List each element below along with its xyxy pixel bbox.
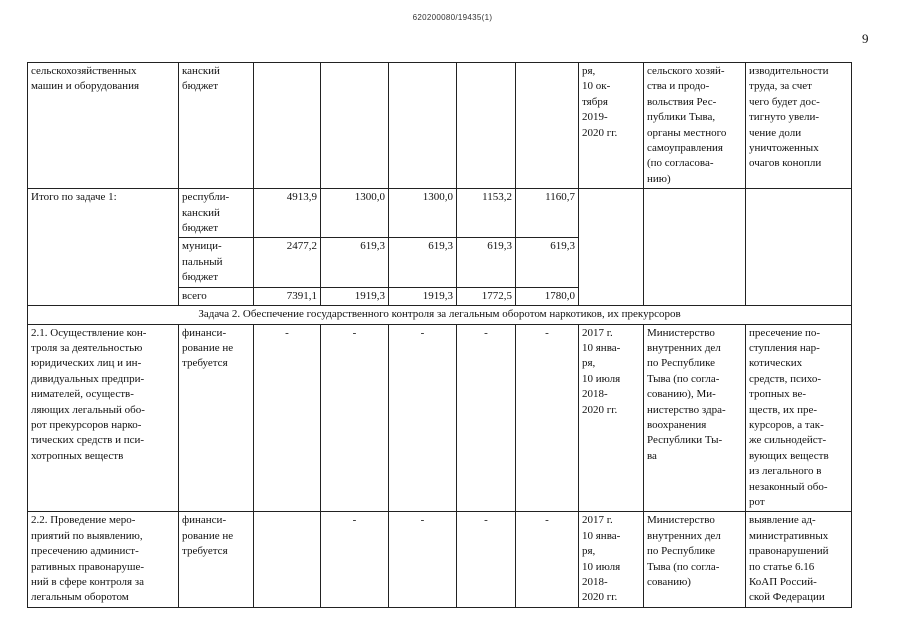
funding-source: муници- пальный бюджет	[179, 238, 254, 287]
amount-cell: -	[516, 324, 579, 512]
amount-cell	[321, 63, 389, 189]
amount-cell	[254, 63, 321, 189]
amount-cell: -	[457, 324, 516, 512]
amount-cell: 1300,0	[321, 189, 389, 238]
amount-cell: 1919,3	[389, 287, 457, 305]
deadline: 2017 г. 10 янва- ря, 10 июля 2018- 2020 гг.	[579, 324, 644, 512]
responsible: Министерство внутренних дел по Республике Тыва (по согла- сованию)	[644, 512, 746, 607]
amount-cell: 1153,2	[457, 189, 516, 238]
amount-cell: 1160,7	[516, 189, 579, 238]
amount-cell: -	[321, 324, 389, 512]
table-row	[28, 306, 852, 324]
amount-cell: 619,3	[321, 238, 389, 287]
expected-result: пресечение по- ступления нар- котических средств, психо- тропных ве- ществ, их пре- курсоров, а так- же сильнодейст- вующих веществ из легального в незаконный обо- рот	[746, 324, 852, 512]
amount-cell: -	[321, 512, 389, 607]
deadline	[579, 189, 644, 306]
event-name: 2.2. Проведение меро- приятий по выявлению, пресечению админист- ративных правонаруше- ний в сфере контроля за легальным оборотом	[28, 512, 179, 607]
table-row	[28, 63, 852, 189]
amount-cell: 619,3	[457, 238, 516, 287]
amount-cell: -	[457, 512, 516, 607]
responsible	[644, 189, 746, 306]
table-row	[28, 512, 852, 607]
amount-cell	[389, 63, 457, 189]
amount-cell: 1919,3	[321, 287, 389, 305]
amount-cell: -	[516, 512, 579, 607]
responsible: сельского хозяй- ства и продо- вольствия Рес- публики Тыва, органы местного самоуправления (по согласова- нию)	[644, 63, 746, 189]
task-heading: Задача 2. Обеспечение государственного контроля за легальным оборотом наркотиков, их прекурсоров	[28, 306, 852, 324]
responsible: Министерство внутренних дел по Республике Тыва (по согла- сованию), Ми- нистерство здра- воохранения Республики Ты- ва	[644, 324, 746, 512]
expected-result: выявление ад- министративных правонарушений по статье 6.16 КоАП Россий- ской Федерации	[746, 512, 852, 607]
amount-cell: 2477,2	[254, 238, 321, 287]
document-id: 620200080/19435(1)	[412, 13, 493, 22]
page-number: 9	[862, 31, 869, 46]
event-name: сельскохозяйственных машин и оборудования	[28, 63, 179, 189]
amount-cell: 1300,0	[389, 189, 457, 238]
table-row	[28, 324, 852, 512]
amount-cell: 7391,1	[254, 287, 321, 305]
deadline: ря, 10 ок- тября 2019- 2020 гг.	[579, 63, 644, 189]
funding-source: финанси- рование не требуется	[179, 324, 254, 512]
table-row	[28, 189, 852, 238]
amount-cell	[254, 512, 321, 607]
funding-source: канский бюджет	[179, 63, 254, 189]
amount-cell: 619,3	[389, 238, 457, 287]
amount-cell: -	[389, 324, 457, 512]
deadline: 2017 г. 10 янва- ря, 10 июля 2018- 2020 гг.	[579, 512, 644, 607]
funding-source: финанси- рование не требуется	[179, 512, 254, 607]
amount-cell: -	[389, 512, 457, 607]
amount-cell: 4913,9	[254, 189, 321, 238]
expected-result	[746, 189, 852, 306]
amount-cell: 1772,5	[457, 287, 516, 305]
expected-result: изводительности труда, за счет чего будет дос- тигнуто увели- чение доли уничтоженных очагов конопли	[746, 63, 852, 189]
funding-source: всего	[179, 287, 254, 305]
event-name: 2.1. Осуществление кон- троля за деятельностью юридических лиц и ин- дивидуальных предпри- нимателей, осуществ- ляющих легальный обо- рот прекурсоров нарко- тических средств и пси- хотропных веществ	[28, 324, 179, 512]
amount-cell: 1780,0	[516, 287, 579, 305]
program-table	[27, 62, 852, 608]
amount-cell: -	[254, 324, 321, 512]
amount-cell	[516, 63, 579, 189]
amount-cell	[457, 63, 516, 189]
amount-cell: 619,3	[516, 238, 579, 287]
funding-source: республи- канский бюджет	[179, 189, 254, 238]
total-label: Итого по задаче 1:	[28, 189, 179, 306]
